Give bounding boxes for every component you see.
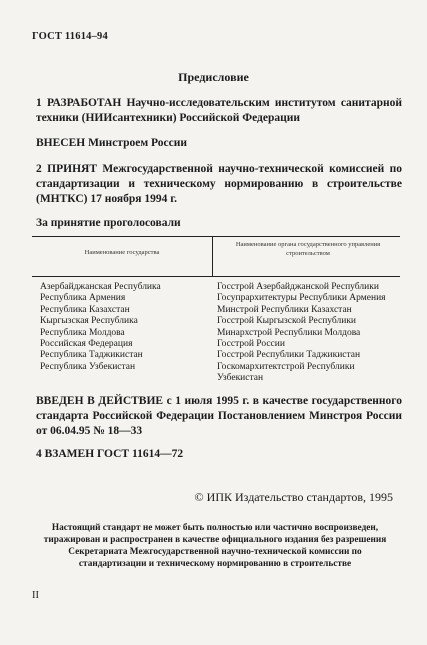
voting-table xyxy=(32,236,400,401)
paragraph-effective: ВВЕДЕН В ДЕЙСТВИЕ с 1 июля 1995 г. в качестве государственного стандарта Российской Федерации Постановлением Минстроя России от 06.04.95 № 18—33 xyxy=(36,395,402,437)
table-column-bodies xyxy=(217,282,400,385)
table-cell-state: Российская Федерация xyxy=(40,339,133,350)
table-header-body: Наименование органа государственного управления строительством xyxy=(235,241,381,257)
preface-title: Предисловие xyxy=(178,70,249,84)
paragraph-introduced: ВНЕСЕН Минстроем России xyxy=(36,137,187,149)
table-header-rule xyxy=(32,276,400,277)
table-cell-body: Узбекистан xyxy=(217,373,264,384)
table-cell-state: Республика Молдова xyxy=(40,327,125,338)
table-cell-state: Республика Казахстан xyxy=(40,304,130,315)
table-cell-body: Минстрой Республики Казахстан xyxy=(217,304,352,315)
document-code: ГОСТ 11614–94 xyxy=(32,31,108,42)
table-cell-state: Республика Узбекистан xyxy=(40,361,136,372)
table-cell-body: Госстрой России xyxy=(217,339,285,350)
reproduction-notice: Настоящий стандарт не может быть полностью или частично воспроизведен, тиражирован и распространен в качестве официального издания без разрешения Секретариата Межгосударственной научно-технической комиссии по стандартизации и техническому нормированию в строительстве xyxy=(43,523,387,569)
table-cell-body: Госстрой Кыргызской Республики xyxy=(217,316,357,327)
table-cell-body: Госстрой Республики Таджикистан xyxy=(217,350,361,361)
table-cell-state: Кыргызская Республика xyxy=(40,316,138,327)
copyright-line: © ИПК Издательство стандартов, 1995 xyxy=(194,490,393,504)
table-cell-state: Республика Таджикистан xyxy=(40,350,143,361)
paragraph-replaces: 4 ВЗАМЕН ГОСТ 11614—72 xyxy=(36,448,184,460)
paragraph-adopted: 2 ПРИНЯТ Межгосударственной научно-технической комиссией по стандартизации и техническому нормированию в строительстве (МНТКС) 17 ноября 1994 г. xyxy=(36,163,402,205)
paragraph-developed: 1 РАЗРАБОТАН Научно-исследовательским институтом санитарной техники (НИИсантехники) Российской Федерации xyxy=(36,97,402,124)
table-cell-body: Госупрархитектуры Республики Армения xyxy=(217,293,386,304)
page-number: II xyxy=(32,590,39,601)
paragraph-voted: За принятие проголосовали xyxy=(36,217,181,229)
table-cell-body: Госкомархитектстрой Республики xyxy=(217,361,355,372)
table-cell-state: Азербайджанская Республика xyxy=(40,282,161,292)
table-cell-state: Республика Армения xyxy=(40,293,126,304)
table-column-states xyxy=(40,282,210,373)
table-column-divider xyxy=(212,236,213,276)
table-cell-body: Минархстрой Республики Молдова xyxy=(217,327,361,338)
table-cell-body: Госстрой Азербайджанской Республики xyxy=(217,282,379,292)
table-header-state: Наименование государства xyxy=(84,249,160,256)
table-top-rule xyxy=(32,236,400,237)
